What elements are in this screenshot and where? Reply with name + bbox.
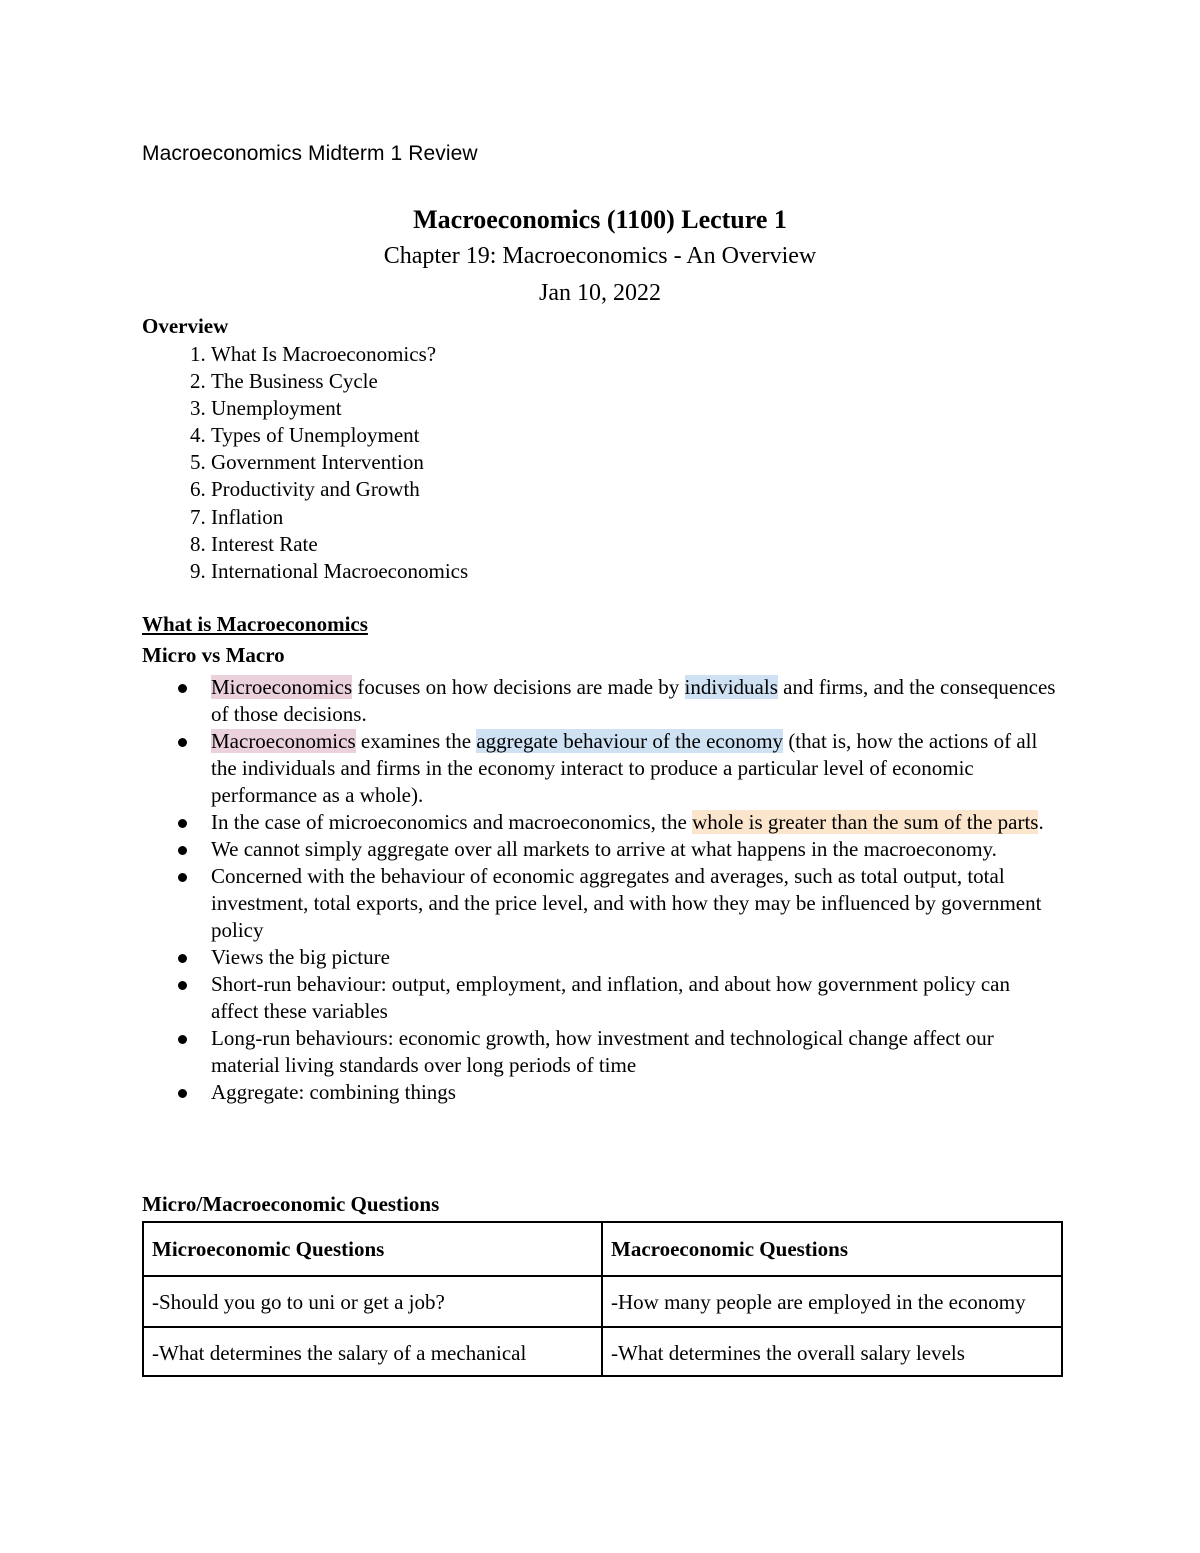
chapter-title: Chapter 19: Macroeconomics - An Overview bbox=[383, 243, 817, 269]
overview-item bbox=[142, 368, 468, 395]
overview-item-number: 7. bbox=[190, 504, 206, 529]
overview-item bbox=[142, 531, 468, 558]
bullet-icon bbox=[178, 1089, 187, 1098]
overview-item bbox=[142, 341, 468, 368]
overview-item-text: The Business Cycle bbox=[211, 369, 378, 394]
overview-item-text: What Is Macroeconomics? bbox=[211, 342, 437, 366]
overview-item-text: Interest Rate bbox=[211, 531, 318, 556]
bullet-text: Aggregate: combining things bbox=[211, 1080, 456, 1104]
highlighted-term: Microeconomics bbox=[211, 675, 353, 699]
bullet-item bbox=[142, 1025, 1056, 1079]
overview-item-number: 8. bbox=[190, 531, 206, 556]
bullet-icon bbox=[178, 1035, 187, 1044]
overview-item-number: 2. bbox=[190, 369, 206, 394]
bullet-item bbox=[142, 944, 1056, 971]
overview-item-text: International Macroeconomics bbox=[211, 558, 469, 583]
bullet-list bbox=[142, 674, 1062, 1106]
bullet-icon bbox=[178, 981, 187, 990]
overview-item bbox=[142, 395, 468, 422]
questions-table bbox=[142, 1221, 1063, 1377]
bullet-item bbox=[142, 674, 1056, 728]
document-label: Macroeconomics Midterm 1 Review bbox=[142, 142, 478, 165]
bullet-text: Long-run behaviours: economic growth, how investment and technological change affect our material living standards over long periods of time bbox=[211, 1026, 994, 1077]
column-header-macro: Macroeconomic Questions bbox=[602, 1222, 1062, 1276]
table-cell: -Should you go to uni or get a job? bbox=[143, 1276, 602, 1327]
overview-item-number: 5. bbox=[190, 450, 206, 475]
bullet-text: Views the big picture bbox=[211, 945, 390, 969]
bullet-icon bbox=[178, 819, 187, 828]
highlighted-term: Macroeconomics bbox=[211, 729, 356, 753]
bullet-text: Concerned with the behaviour of economic aggregates and averages, such as total output, total investment, total exports, and the price level, and with how they may be influenced by government policy bbox=[211, 864, 1042, 942]
table-header-row bbox=[143, 1222, 1062, 1276]
bullet-item bbox=[142, 836, 1056, 863]
bullet-text: . bbox=[1038, 810, 1044, 834]
overview-item-text: Unemployment bbox=[211, 396, 342, 421]
bullet-text: We cannot simply aggregate over all markets to arrive at what happens in the macroeconomy. bbox=[211, 837, 997, 861]
overview-item-text: Types of Unemployment bbox=[211, 423, 420, 448]
section-subheading: Micro vs Macro bbox=[142, 643, 285, 667]
bullet-text: In the case of microeconomics and macroeconomics, the bbox=[211, 810, 693, 834]
table-cell: -How many people are employed in the economy bbox=[602, 1276, 1062, 1327]
bullet-item bbox=[142, 863, 1056, 944]
overview-item-text: Inflation bbox=[211, 504, 284, 529]
bullet-text: (that is, how the actions of all the individuals and firms in the economy interact to produce a particular level of economic performance as a whole). bbox=[211, 729, 1038, 807]
lecture-date: Jan 10, 2022 bbox=[539, 280, 661, 306]
overview-item bbox=[142, 504, 468, 531]
overview-item-number: 1. bbox=[190, 342, 206, 366]
overview-item-number: 6. bbox=[190, 477, 206, 502]
bullet-text: focuses on how decisions are made by bbox=[352, 675, 685, 699]
overview-item bbox=[142, 449, 468, 476]
overview-item bbox=[142, 558, 468, 585]
table-cell: -What determines the overall salary levels bbox=[602, 1327, 1062, 1376]
bullet-item bbox=[142, 809, 1056, 836]
bullet-icon bbox=[178, 846, 187, 855]
bullet-text: examines the bbox=[355, 729, 477, 753]
bullet-item bbox=[142, 728, 1056, 809]
highlighted-term: whole is greater than the sum of the parts bbox=[692, 810, 1039, 834]
table-cell: -What determines the salary of a mechanical bbox=[143, 1327, 602, 1376]
overview-item-text: Government Intervention bbox=[211, 450, 424, 475]
overview-item-number: 9. bbox=[190, 558, 206, 583]
bullet-text: and firms, and the consequences of those decisions. bbox=[211, 675, 1056, 726]
overview-item bbox=[142, 476, 468, 503]
bullet-icon bbox=[178, 738, 187, 747]
bullet-text: Short-run behaviour: output, employment, and inflation, and about how government policy can affect these variables bbox=[211, 972, 1010, 1023]
section-heading: What is Macroeconomics bbox=[142, 612, 368, 636]
questions-heading: Micro/Macroeconomic Questions bbox=[142, 1192, 440, 1216]
overview-item-number: 3. bbox=[190, 396, 206, 421]
overview-item bbox=[142, 422, 468, 449]
column-header-micro: Microeconomic Questions bbox=[143, 1222, 602, 1276]
overview-item-number: 4. bbox=[190, 423, 206, 448]
table-row bbox=[143, 1327, 1062, 1376]
table-row bbox=[143, 1276, 1062, 1327]
bullet-icon bbox=[178, 954, 187, 963]
overview-item-text: Productivity and Growth bbox=[211, 477, 420, 502]
bullet-icon bbox=[178, 873, 187, 882]
overview-heading: Overview bbox=[142, 314, 229, 338]
highlighted-term: individuals bbox=[684, 675, 778, 699]
highlighted-term: aggregate behaviour of the economy bbox=[476, 729, 784, 753]
lecture-title: Macroeconomics (1100) Lecture 1 bbox=[413, 205, 787, 234]
bullet-item bbox=[142, 1079, 1056, 1106]
bullet-item bbox=[142, 971, 1056, 1025]
bullet-icon bbox=[178, 684, 187, 693]
overview-list bbox=[142, 341, 468, 585]
